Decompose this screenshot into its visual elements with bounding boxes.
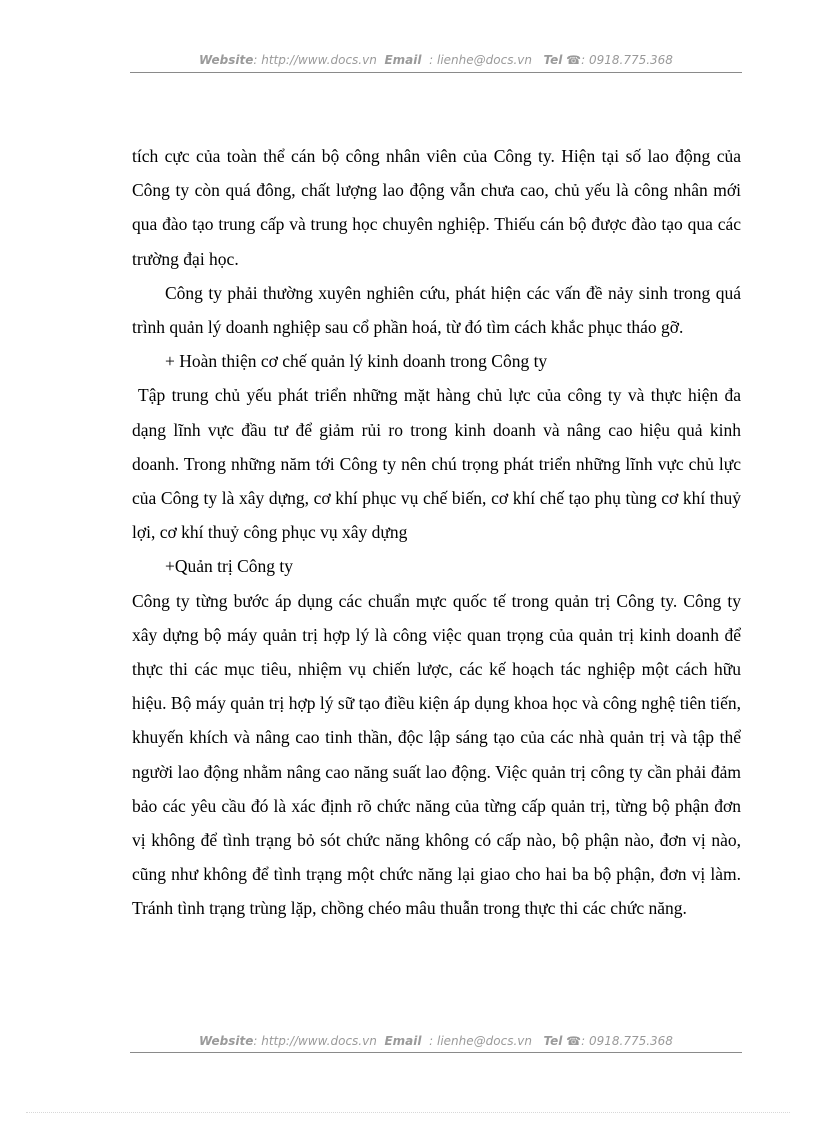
paragraph-4-text: Công ty từng bước áp dụng các chuẩn mực quốc tế trong quản trị Công ty. Công ty xây dựng bộ máy quản trị hợp lý là công việc quan trọng của quản trị kinh doanh để thực thi các mục tiêu, nhiệm vụ chiến lược, các kế hoạch tác nghiệp một cách hữu hiệu. Bộ máy quản trị hợp lý sữ tạo điều kiện áp dụng khoa học và công nghệ tiên tiến, khuyến khích và nâng cao tinh thần, độc lập sáng tạo của các nhà quản trị và tập thể người lao động nhằm nâng cao năng suất lao động. Việc quản trị công ty cần phải đảm bảo các yêu cầu đó là xác định rõ chức năng của từng cấp quản trị, từng bộ phận đơn vị không để tình trạng bỏ sót chức năng không có cấp nào, bộ phận nào, đơn vị nào, cũng như không để tình trạng một chức năng lại giao cho hai ba bộ phận, đơn vị làm. Tránh tình trạng trùng lặp, chồng chéo mâu thuẫn trong thực thi các chức năng. [132, 590, 741, 919]
footer-email-value: : lienhe@docs.vn [429, 1034, 532, 1048]
footer-website-label: Website [199, 1034, 254, 1048]
phone-icon: ☎ [566, 1034, 582, 1048]
header-email-value: : lienhe@docs.vn [429, 53, 532, 67]
header-website-value: : http://www.docs.vn [253, 53, 377, 67]
page-edge-divider [26, 1112, 790, 1113]
page-footer [130, 1034, 742, 1048]
paragraph-2: Công ty phải thường xuyên nghiên cứu, phát hiện các vấn đề nảy sinh trong quá trình quản lý doanh nghiệp sau cổ phần hoá, từ đó tìm cách khắc phục tháo gỡ. [132, 282, 741, 338]
footer-tel-label: Tel [543, 1034, 563, 1048]
paragraph-3: Tập trung chủ yếu phát triển những mặt hàng chủ lực của công ty và thực hiện đa dạng lĩnh vực đầu tư để giảm rủi ro trong kinh doanh và nâng cao hiệu quả kinh doanh. Trong những năm tới Công ty nên chú trọng phát triển những lĩnh vực chủ lực của Công ty là xây dựng, cơ khí phục vụ chế biến, cơ khí chế tạo phụ tùng cơ khí thuỷ lợi, cơ khí thuỷ công phục vụ xây dựng [132, 385, 741, 543]
paragraph-4 [132, 584, 741, 926]
paragraph-1: tích cực của toàn thể cán bộ công nhân viên của Công ty. Hiện tại số lao động của Công ty còn quá đông, chất lượng lao động vẫn chưa cao, chủ yếu là công nhân mới qua đào tạo trung cấp và trung học chuyên nghiệp. Thiếu cán bộ được đào tạo qua các trường đại học. [132, 146, 741, 269]
header-website-label: Website [199, 53, 254, 67]
footer-tel-value: : 0918.775.368 [581, 1034, 673, 1048]
page-header [130, 53, 742, 67]
header-email-label: Email [384, 53, 422, 67]
footer-website-value: : http://www.docs.vn [253, 1034, 377, 1048]
footer-email-label: Email [384, 1034, 422, 1048]
document-body [132, 139, 741, 926]
phone-icon: ☎ [566, 53, 582, 67]
header-rule [130, 72, 742, 73]
header-tel-label: Tel [543, 53, 563, 67]
footer-rule [130, 1052, 742, 1053]
section-heading-2: +Quản trị Công ty [165, 556, 293, 577]
header-tel-value: : 0918.775.368 [581, 53, 673, 67]
section-heading-1: + Hoàn thiện cơ chế quản lý kinh doanh trong Công ty [165, 351, 548, 372]
